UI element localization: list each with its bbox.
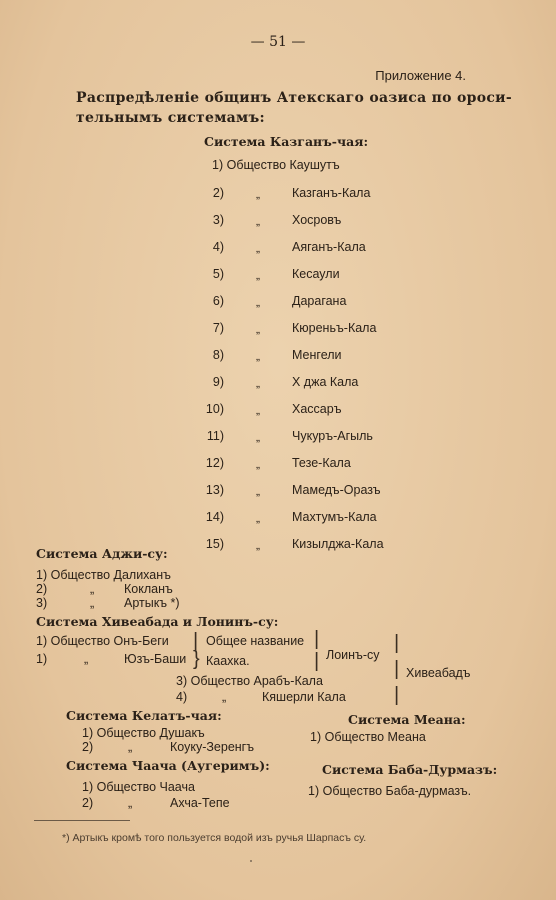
- brace-lonin: |: [314, 628, 320, 650]
- row-number: 1): [212, 158, 224, 172]
- brace-lonin: |: [314, 650, 320, 672]
- footnote-rule: [34, 820, 130, 821]
- row-number: 4): [176, 690, 188, 704]
- khiveabad-ditto: „: [84, 652, 89, 666]
- list-item-name: Кюреньъ-Кала: [292, 321, 377, 335]
- adzhi-first-row: [36, 568, 171, 582]
- list-item-number: 7): [212, 321, 224, 335]
- ditto-mark: „: [90, 582, 95, 596]
- baba-system-title: Система Баба-Дурмазъ:: [322, 762, 498, 777]
- list-item-name: Х джа Кала: [292, 375, 359, 389]
- ditto-mark: „: [256, 376, 260, 390]
- lonin-su-label: Лоинъ-су: [326, 648, 380, 662]
- ditto-mark: „: [90, 596, 95, 610]
- list-item-name: Чукуръ-Агыль: [292, 429, 373, 443]
- chaacha-second-name: Ахча-Тепе: [170, 796, 230, 810]
- list-item-name: Тезе-Кала: [292, 456, 351, 470]
- brace-khiveabad: |: [394, 658, 400, 680]
- list-item-number: 12): [205, 456, 224, 470]
- row-number: 1): [36, 568, 48, 582]
- chaacha-system-title: Система Чаача (Аугеримъ):: [66, 758, 270, 773]
- ditto-mark: „: [256, 241, 260, 255]
- row-text: Общество Меана: [324, 730, 426, 744]
- ditto-mark: „: [256, 403, 260, 417]
- list-item-number: 6): [212, 294, 224, 308]
- mean-system-title: Система Меана:: [348, 712, 466, 727]
- list-item-name: Артыкъ *): [124, 596, 180, 610]
- row-number: 1): [82, 780, 94, 794]
- row-number: 1): [36, 652, 48, 666]
- khiveabad-row-4: [176, 690, 187, 704]
- kelat-second-ditto: „: [128, 740, 133, 754]
- khiveabad-row-3: [176, 674, 323, 688]
- brace-khiveabad: |: [394, 632, 400, 654]
- kelat-system-title: Система Келатъ-чая:: [66, 708, 222, 723]
- khiveabad-row-1: [36, 634, 169, 648]
- list-item-number: 13): [205, 483, 224, 497]
- list-item-number: 3): [36, 596, 48, 610]
- khiveabad-row-4-ditto: „: [222, 690, 227, 704]
- khiveabad-row-1b: [36, 652, 47, 666]
- list-item-name: Махтумъ-Кала: [292, 510, 377, 524]
- list-item-number: 3): [212, 213, 224, 227]
- kazgan-first-row: [212, 158, 340, 172]
- ditto-mark: „: [256, 187, 260, 201]
- row-number: 3): [176, 674, 188, 688]
- kazgan-system-title: Система Казганъ-чая:: [204, 134, 369, 149]
- list-item-number: 2): [36, 582, 48, 596]
- appendix-label: Приложение 4.: [375, 68, 466, 83]
- brace-small: }: [193, 648, 200, 670]
- row-text: Общество Чаача: [96, 780, 195, 794]
- khiveabad-label: Хивеабадъ: [406, 666, 471, 680]
- row-text: Общество Онъ-Беги: [50, 634, 169, 648]
- row-number: 1): [310, 730, 322, 744]
- kelat-first-row: [82, 726, 205, 740]
- row-text: Общество Далиханъ: [50, 568, 171, 582]
- ditto-mark: „: [256, 268, 260, 282]
- brace-khiveabad: |: [394, 684, 400, 706]
- common-name-label: Общее название: [206, 634, 305, 648]
- ditto-mark: „: [256, 511, 260, 525]
- ditto-mark: „: [256, 430, 260, 444]
- khiveabad-system-title: Система Хивеабада и Лонинъ-су:: [36, 614, 279, 629]
- ditto-mark: „: [256, 295, 260, 309]
- baba-first-row: [308, 784, 471, 798]
- ditto-mark: „: [256, 484, 260, 498]
- row-text: Общество Баба-дурмазъ.: [322, 784, 472, 798]
- khiveabad-row-1b-name: Юзъ-Баши: [124, 652, 187, 666]
- heading-line-2: тельнымъ системамъ:: [76, 110, 266, 126]
- list-item-number: 15): [205, 537, 224, 551]
- paper-speck: [250, 860, 252, 862]
- list-item-number: 8): [212, 348, 224, 362]
- ditto-mark: „: [256, 457, 260, 471]
- list-item-number: 11): [206, 429, 224, 443]
- khiveabad-row-4-name: Кяшерли Кала: [262, 690, 346, 704]
- ditto-mark: „: [256, 214, 260, 228]
- heading-line-1: Распредѣленіе общинъ Атекскаго оазиса по ороси-: [76, 90, 512, 106]
- mean-first-row: [310, 730, 426, 744]
- row-text: Общество Арабъ-Кала: [190, 674, 323, 688]
- row-number: 1): [36, 634, 48, 648]
- kelat-second-name: Коуку-Зеренгъ: [170, 740, 255, 754]
- row-number: 1): [308, 784, 320, 798]
- page-number: — 51 —: [250, 34, 306, 50]
- chaacha-first-row: [82, 780, 195, 794]
- list-item-name: Казганъ-Кала: [292, 186, 371, 200]
- ditto-mark: „: [256, 538, 260, 552]
- ditto-mark: „: [256, 322, 260, 336]
- row-number: 1): [82, 726, 94, 740]
- list-item-number: 2): [212, 186, 224, 200]
- list-item-name: Хассаръ: [292, 402, 342, 416]
- adzhi-system-title: Система Аджи-су:: [36, 546, 168, 561]
- list-item-name: Мамедъ-Оразъ: [292, 483, 381, 497]
- list-item-name: Менгели: [292, 348, 342, 362]
- list-item-number: 10): [205, 402, 224, 416]
- brace-small: |: [193, 630, 199, 652]
- list-item-name: Кизылджа-Кала: [292, 537, 384, 551]
- kelat-second-num: 2): [82, 740, 94, 754]
- row-text: Общество Душакъ: [96, 726, 205, 740]
- list-item-number: 5): [212, 267, 224, 281]
- chaacha-second-num: 2): [82, 796, 94, 810]
- chaacha-second-ditto: „: [128, 796, 133, 810]
- list-item-name: Аяганъ-Кала: [292, 240, 366, 254]
- ditto-mark: „: [256, 349, 260, 363]
- list-item-name: Кесаули: [292, 267, 340, 281]
- list-item-name: Хосровъ: [292, 213, 342, 227]
- list-item-number: 9): [212, 375, 224, 389]
- footnote: *) Артыкъ кромѣ того пользуется водой изъ ручья Шарпасъ су.: [62, 832, 367, 844]
- list-item-name: Дарагана: [292, 294, 347, 308]
- list-item-name: Кокланъ: [124, 582, 173, 596]
- row-text: Общество Каушутъ: [226, 158, 340, 172]
- common-name-value: Каахка.: [206, 654, 250, 668]
- list-item-number: 14): [205, 510, 224, 524]
- list-item-number: 4): [212, 240, 224, 254]
